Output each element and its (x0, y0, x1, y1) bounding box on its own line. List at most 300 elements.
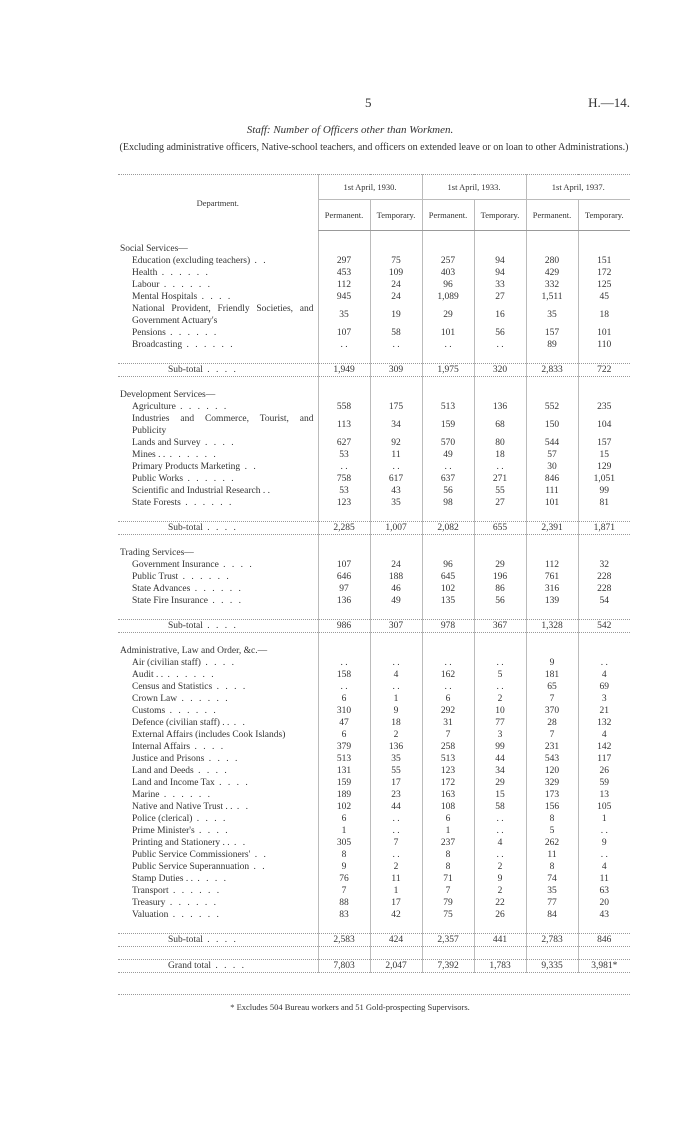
year-header-1933: 1st April, 1933. (422, 175, 526, 200)
value-cell: 102 (318, 801, 370, 813)
leader-dots: . . . . . . (165, 898, 218, 908)
value-cell (474, 947, 526, 960)
spacer-row (118, 947, 630, 960)
value-cell: 7,803 (318, 960, 370, 973)
row-label: Crown Law (132, 694, 178, 704)
staff-table (118, 174, 630, 973)
value-cell: 7 (370, 837, 422, 849)
page-reference: H.—14. (588, 95, 630, 110)
value-cell (318, 633, 370, 646)
value-cell (578, 633, 630, 646)
value-cell (422, 607, 474, 620)
department-label (118, 413, 318, 437)
leader-dots: . . . . (192, 814, 228, 824)
value-cell: 761 (526, 571, 578, 583)
value-cell: 28 (526, 717, 578, 729)
table-row (118, 669, 630, 681)
department-label (118, 303, 318, 327)
value-cell (370, 535, 422, 548)
department-label (118, 449, 318, 461)
table-row (118, 497, 630, 509)
value-cell (474, 607, 526, 620)
value-cell: 33 (474, 279, 526, 291)
table-title: Staff: Number of Officers other than Workmen. (246, 124, 454, 136)
value-cell: 9,335 (526, 960, 578, 973)
value-cell (422, 231, 474, 244)
leader-dots: . . . . . . (182, 340, 235, 350)
value-cell: 68 (474, 413, 526, 437)
leader-dots: . . . . (202, 365, 238, 375)
subtotal-row (118, 960, 630, 973)
department-label (118, 291, 318, 303)
value-cell: 59 (578, 777, 630, 789)
value-cell: 83 (318, 909, 370, 921)
value-cell: 58 (474, 801, 526, 813)
value-cell: 20 (578, 897, 630, 909)
value-cell: . . (578, 657, 630, 669)
value-cell (526, 377, 578, 390)
value-cell (370, 243, 422, 255)
value-cell (318, 389, 370, 401)
value-cell: 513 (422, 401, 474, 413)
value-cell (318, 243, 370, 255)
leader-dots: . . . . . . (165, 328, 219, 338)
row-label: Broadcasting (132, 340, 183, 350)
value-cell: 181 (526, 669, 578, 681)
department-label (118, 327, 318, 339)
section-row (118, 389, 630, 401)
value-cell: 1,007 (370, 522, 422, 535)
department-label (118, 559, 318, 571)
value-cell: 26 (474, 909, 526, 921)
department-label (118, 729, 318, 741)
value-cell: 136 (474, 401, 526, 413)
value-cell (526, 243, 578, 255)
department-label (118, 267, 318, 279)
value-cell (422, 633, 474, 646)
value-cell: 1,511 (526, 291, 578, 303)
value-cell: . . (318, 681, 370, 693)
value-cell: 29 (474, 559, 526, 571)
value-cell (370, 231, 422, 244)
value-cell: 49 (422, 449, 474, 461)
value-cell: 2,357 (422, 934, 474, 947)
subtotal-row (118, 364, 630, 377)
value-cell: 646 (318, 571, 370, 583)
value-cell: 424 (370, 934, 422, 947)
value-cell: 57 (526, 449, 578, 461)
value-cell: 1,949 (318, 364, 370, 377)
leader-dots: . . (240, 462, 258, 472)
department-label (118, 401, 318, 413)
department-label (118, 825, 318, 837)
value-cell: 98 (422, 497, 474, 509)
value-cell: 978 (422, 620, 474, 633)
department-label (118, 947, 318, 960)
department-label (118, 583, 318, 595)
value-cell: . . (422, 657, 474, 669)
value-cell: 101 (422, 327, 474, 339)
row-label: Justice and Prisons (132, 754, 205, 764)
page-number: 5 (365, 95, 372, 110)
value-cell: 142 (578, 741, 630, 753)
value-cell: 441 (474, 934, 526, 947)
value-cell: 71 (422, 873, 474, 885)
table-row (118, 571, 630, 583)
value-cell: 722 (578, 364, 630, 377)
value-cell: 47 (318, 717, 370, 729)
value-cell: 8 (422, 861, 474, 873)
value-cell: 24 (370, 291, 422, 303)
department-label (118, 909, 318, 921)
leader-dots: . . . . (207, 596, 243, 606)
value-cell (318, 231, 370, 244)
value-cell: 46 (370, 583, 422, 595)
value-cell: 8 (422, 849, 474, 861)
value-cell: . . (370, 813, 422, 825)
value-cell: 237 (422, 837, 474, 849)
spacer-row (118, 231, 630, 244)
value-cell: 80 (474, 437, 526, 449)
leader-dots: . . . . . . (165, 450, 218, 460)
leader-dots: . . . . (202, 935, 238, 945)
value-cell: 92 (370, 437, 422, 449)
value-cell: 3 (474, 729, 526, 741)
value-cell: 77 (526, 897, 578, 909)
value-cell: 35 (526, 303, 578, 327)
department-label (118, 509, 318, 522)
department-label (118, 607, 318, 620)
value-cell: 86 (474, 583, 526, 595)
subtotal-row (118, 522, 630, 535)
table-row (118, 729, 630, 741)
department-label (118, 873, 318, 885)
row-label: Stamp Duties . . (132, 874, 193, 884)
value-cell (474, 231, 526, 244)
value-cell: 77 (474, 717, 526, 729)
value-cell: 42 (370, 909, 422, 921)
value-cell: 11 (526, 849, 578, 861)
value-cell: 123 (318, 497, 370, 509)
value-cell: . . (370, 657, 422, 669)
table-row (118, 401, 630, 413)
row-label: Grand total (168, 961, 212, 971)
table-row (118, 693, 630, 705)
permanent-header: Permanent. (526, 200, 578, 231)
value-cell (422, 947, 474, 960)
value-cell: 109 (370, 267, 422, 279)
value-cell: 74 (526, 873, 578, 885)
row-label: Public Trust (132, 572, 179, 582)
leader-dots: . . . . . . (175, 402, 229, 412)
department-label (118, 620, 318, 633)
value-cell (318, 535, 370, 548)
leader-dots: . . . . . . (168, 910, 221, 920)
value-cell (370, 607, 422, 620)
value-cell: 8 (526, 861, 578, 873)
value-cell (318, 947, 370, 960)
value-cell: 367 (474, 620, 526, 633)
value-cell: 513 (318, 753, 370, 765)
leader-dots: . . . . . . (180, 498, 234, 508)
subtotal-row (118, 620, 630, 633)
value-cell: 13 (578, 789, 630, 801)
row-label: Audit . . (132, 670, 164, 680)
value-cell: 9 (474, 873, 526, 885)
value-cell: 101 (578, 327, 630, 339)
value-cell: 35 (318, 303, 370, 327)
row-label: Customs (132, 706, 166, 716)
table-row (118, 583, 630, 595)
row-label: Primary Products Marketing (132, 462, 241, 472)
value-cell: 2,833 (526, 364, 578, 377)
value-cell: . . (474, 657, 526, 669)
department-label (118, 741, 318, 753)
row-label: Land and Income Tax (132, 778, 215, 788)
value-cell (474, 351, 526, 364)
table-row (118, 873, 630, 885)
leader-dots: . . (250, 850, 268, 860)
value-cell (474, 243, 526, 255)
department-label (118, 595, 318, 607)
value-cell: 23 (370, 789, 422, 801)
row-label: National Provident, Friendly Societies, and Government Actuary's (132, 304, 314, 326)
value-cell: 11 (370, 873, 422, 885)
value-cell: 55 (474, 485, 526, 497)
value-cell (474, 645, 526, 657)
value-cell: . . (318, 461, 370, 473)
department-label (118, 339, 318, 351)
value-cell: 3,981* (578, 960, 630, 973)
value-cell: 157 (526, 327, 578, 339)
value-cell (422, 645, 474, 657)
value-cell (422, 921, 474, 934)
value-cell: 1,783 (474, 960, 526, 973)
table-row (118, 449, 630, 461)
value-cell: 22 (474, 897, 526, 909)
value-cell: 18 (370, 717, 422, 729)
value-cell: 655 (474, 522, 526, 535)
value-cell: 32 (578, 559, 630, 571)
row-label: State Fire Insurance (132, 596, 208, 606)
value-cell: 172 (578, 267, 630, 279)
value-cell (318, 509, 370, 522)
value-cell: 8 (318, 849, 370, 861)
value-cell: 235 (578, 401, 630, 413)
row-label: Sub-total (168, 365, 203, 375)
value-cell: 7 (422, 729, 474, 741)
department-label (118, 243, 318, 255)
year-header-1937: 1st April, 1937. (526, 175, 630, 200)
leader-dots: . . . . (190, 742, 226, 752)
table-row (118, 327, 630, 339)
department-label (118, 497, 318, 509)
table-row (118, 741, 630, 753)
value-cell: 63 (578, 885, 630, 897)
leader-dots: . . (232, 802, 251, 812)
value-cell (526, 535, 578, 548)
value-cell: 5 (474, 669, 526, 681)
value-cell: 17 (370, 777, 422, 789)
leader-dots: . . . . . . (183, 474, 236, 484)
value-cell: 173 (526, 789, 578, 801)
value-cell: 88 (318, 897, 370, 909)
section-row (118, 645, 630, 657)
row-label: Sub-total (168, 523, 203, 533)
department-label (118, 681, 318, 693)
value-cell: 96 (422, 559, 474, 571)
value-cell: . . (578, 849, 630, 861)
department-label (118, 231, 318, 244)
value-cell: 135 (422, 595, 474, 607)
value-cell: 54 (578, 595, 630, 607)
value-cell: 76 (318, 873, 370, 885)
spacer-row (118, 351, 630, 364)
row-label: Agriculture (132, 402, 176, 412)
value-cell: 846 (526, 473, 578, 485)
value-cell: 44 (474, 753, 526, 765)
department-label (118, 377, 318, 390)
value-cell: 945 (318, 291, 370, 303)
row-label: Government Insurance (132, 560, 219, 570)
value-cell: 262 (526, 837, 578, 849)
value-cell: 44 (370, 801, 422, 813)
value-cell: 29 (474, 777, 526, 789)
department-label (118, 571, 318, 583)
value-cell: 7 (318, 885, 370, 897)
value-cell: 309 (370, 364, 422, 377)
value-cell (370, 509, 422, 522)
table-row (118, 705, 630, 717)
value-cell (578, 377, 630, 390)
value-cell: 645 (422, 571, 474, 583)
value-cell (370, 633, 422, 646)
value-cell: 544 (526, 437, 578, 449)
value-cell: . . (370, 339, 422, 351)
value-cell: 159 (318, 777, 370, 789)
value-cell: 24 (370, 559, 422, 571)
value-cell: 9 (578, 837, 630, 849)
department-label (118, 389, 318, 401)
department-label (118, 535, 318, 548)
value-cell: . . (578, 825, 630, 837)
leader-dots: . . . . (200, 438, 236, 448)
department-label (118, 473, 318, 485)
leader-dots: . . . . (197, 292, 233, 302)
value-cell: 271 (474, 473, 526, 485)
value-cell (578, 509, 630, 522)
spacer-row (118, 377, 630, 390)
value-cell (526, 231, 578, 244)
value-cell: 139 (526, 595, 578, 607)
value-cell (422, 243, 474, 255)
department-label (118, 885, 318, 897)
value-cell: 31 (422, 717, 474, 729)
value-cell: 21 (578, 705, 630, 717)
value-cell: 58 (370, 327, 422, 339)
leader-dots: . . . . (202, 621, 238, 631)
table-row (118, 339, 630, 351)
value-cell: 27 (474, 291, 526, 303)
value-cell: 6 (422, 813, 474, 825)
value-cell: . . (474, 461, 526, 473)
table-row (118, 291, 630, 303)
value-cell: 617 (370, 473, 422, 485)
value-cell: 112 (526, 559, 578, 571)
spacer-row (118, 535, 630, 548)
value-cell: 156 (526, 801, 578, 813)
value-cell: 231 (526, 741, 578, 753)
value-cell: 123 (422, 765, 474, 777)
leader-dots: . . (229, 718, 247, 728)
spacer-row (118, 633, 630, 646)
row-label: Mines . . (132, 450, 166, 460)
value-cell (578, 389, 630, 401)
row-label: Social Services— (120, 244, 188, 254)
value-cell (422, 389, 474, 401)
value-cell (318, 547, 370, 559)
value-cell: 552 (526, 401, 578, 413)
value-cell: . . (318, 657, 370, 669)
value-cell: 2,583 (318, 934, 370, 947)
department-label (118, 777, 318, 789)
table-row (118, 813, 630, 825)
value-cell: 379 (318, 741, 370, 753)
value-cell: 9 (370, 705, 422, 717)
value-cell: 627 (318, 437, 370, 449)
year-header-1930: 1st April, 1930. (318, 175, 422, 200)
row-label: Trading Services— (120, 548, 194, 558)
row-label: Pensions (132, 328, 166, 338)
department-label (118, 669, 318, 681)
value-cell (318, 351, 370, 364)
department-label (118, 279, 318, 291)
value-cell: 172 (422, 777, 474, 789)
leader-dots: . . . . (212, 682, 248, 692)
value-cell (318, 645, 370, 657)
leader-dots: . . . . (192, 874, 228, 884)
value-cell: 110 (578, 339, 630, 351)
value-cell (318, 921, 370, 934)
value-cell: 332 (526, 279, 578, 291)
value-cell: 79 (422, 897, 474, 909)
table-row (118, 437, 630, 449)
value-cell: 53 (318, 449, 370, 461)
department-label (118, 437, 318, 449)
value-cell (578, 921, 630, 934)
department-label (118, 485, 318, 497)
row-label: Administrative, Law and Order, &c.— (120, 646, 268, 656)
value-cell: 257 (422, 255, 474, 267)
value-cell (422, 547, 474, 559)
value-cell: 129 (578, 461, 630, 473)
value-cell: 292 (422, 705, 474, 717)
value-cell: 8 (526, 813, 578, 825)
value-cell: 228 (578, 571, 630, 583)
leader-dots: . . . . . . (190, 584, 243, 594)
subtotal-row (118, 934, 630, 947)
value-cell: 89 (526, 339, 578, 351)
value-cell: 105 (578, 801, 630, 813)
value-cell: . . (422, 339, 474, 351)
value-cell: 429 (526, 267, 578, 279)
value-cell: 158 (318, 669, 370, 681)
value-cell: 132 (578, 717, 630, 729)
leader-dots: . . . . . . (178, 572, 231, 582)
department-label (118, 849, 318, 861)
row-label: Marine (132, 790, 160, 800)
value-cell: 49 (370, 595, 422, 607)
